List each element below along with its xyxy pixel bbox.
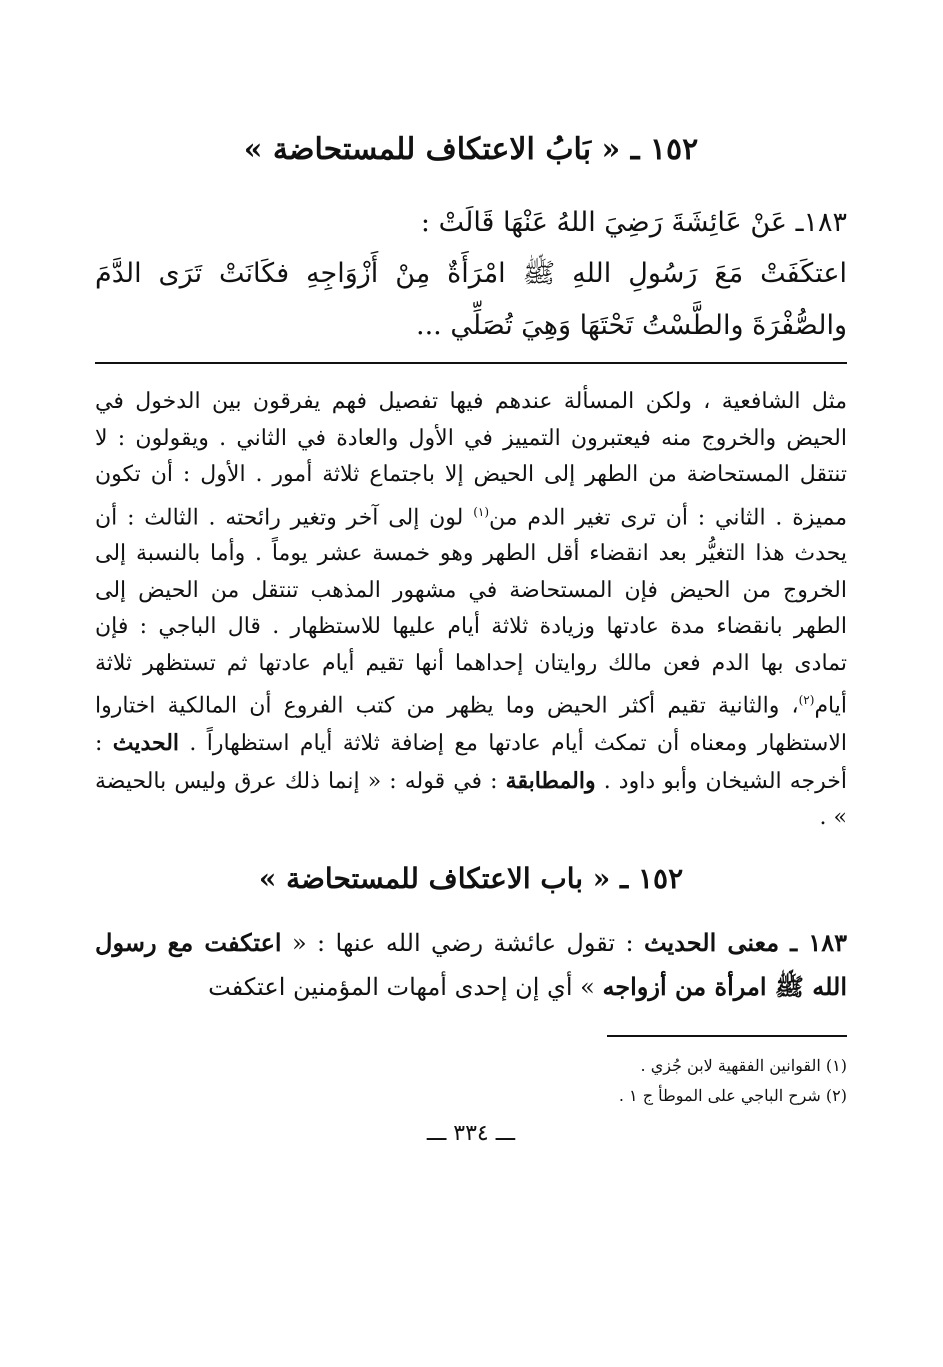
commentary-part3: ، والثانية تقيم أكثر الحيض وما يظهر من كتب الفروع أن المالكية اختاروا الاستظهار ومعناه أن تمكث أيام عادتها مع إضافة ثلاثة أيام استظهاراً . [95, 693, 848, 757]
takhrij-text: : أخرجه الشيخان وأبو داود . [95, 731, 847, 794]
footnote-ref-2: (٢) [798, 693, 815, 708]
footnote-divider [607, 1035, 847, 1037]
meaning-text2: » أي إن إحدى أمهات المؤمنين اعتكفت [208, 972, 603, 1001]
commentary-part1: مثل الشافعية ، ولكن المسألة عندهم فيها تفصيل فهم يفرقون بين الدخول في الحيض والخروج منه فيعتبرون التمييز في الأول والعادة في الثاني . ويقولون : لا تنتقل المستحاضة من الطهر إلى الحيض إلا باجتماع ثلاثة أمور . الأول : أن تكون مميزة . الثاني : أن ترى تغير الدم من [95, 389, 848, 530]
meaning-paragraph [95, 921, 847, 1009]
hadith-block [95, 198, 847, 364]
hadith-number-line: ١٨٣ـ عَنْ عَائِشَةَ رَضِيَ اللهُ عَنْهَا قَالَتْ : [420, 207, 847, 238]
footnote-1: (١) القوانين الفقهية لابن جُزي . [640, 1055, 847, 1075]
commentary-paragraph [95, 384, 847, 837]
meaning-label: ١٨٣ ـ معنى الحديث [643, 927, 847, 957]
page-content [95, 130, 847, 1146]
section-title: ١٥٢ ـ « باب الاعتكاف للمستحاضة » [258, 861, 684, 895]
mutabaqa-text: : في قوله : « إنما ذلك عرق وليس بالحيضة » . [95, 768, 847, 831]
takhrij-label: الحديث [112, 730, 180, 757]
meaning-quote: اعتكفت مع رسول الله ﷺ امرأة من أزواجه [95, 927, 847, 1001]
meaning-text1: : تقول عائشة رضي الله عنها : « [281, 928, 644, 957]
commentary-part2: لون إلى آخر وتغير رائحته . الثالث : أن يحدث هذا التغيُّر بعد انقضاء أقل الطهر وهو خمسة عشر يوماً . وأما بالنسبة إلى الخروج من الحيض فإن المستحاضة في مشهور المذهب تنتقل من الحيض إلى الطهر بانقضاء مدة عادتها وزيادة ثلاثة أيام عليها للاستظهار . قال الباجي : فإن تمادى بها الدم فعن مالك روايتان إحداهما أنها تقيم أيام عادتها ثم تستظهر ثلاثة أيام [95, 504, 847, 719]
chapter-title: ١٥٢ ـ « بَابُ الاعتكاف للمستحاضة » [243, 132, 699, 167]
page-number: ـــ ٣٣٤ ـــ [426, 1120, 516, 1146]
footnote-ref-1: (١) [473, 504, 490, 519]
mutabaqa-label: والمطابقة [505, 767, 596, 794]
hadith-text: اعتكَفَتْ مَعَ رَسُولِ اللهِ ﷺ امْرَأَةٌ مِنْ أَزْوَاجِهِ فكَانَتْ تَرَى الدَّمَ والصُّفْرَةَ والطَّسْتُ تَحْتَهَا وَهِيَ تُصَلِّي ... [95, 258, 847, 341]
footnote-2: (٢) شرح الباجي على الموطأ ج ١ . [618, 1085, 847, 1105]
